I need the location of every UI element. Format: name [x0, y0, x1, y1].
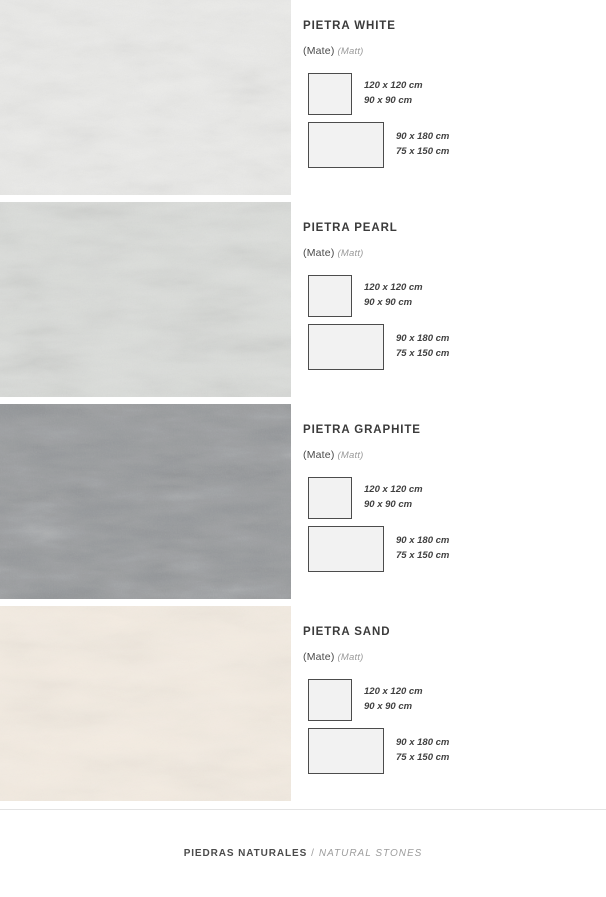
format-block-rect: [308, 728, 606, 774]
footer-title: [184, 848, 423, 859]
format-size: 90 x 180 cm: [396, 535, 450, 547]
product-name: PIETRA GRAPHITE: [303, 424, 421, 436]
product-row: [0, 202, 606, 404]
format-size: 90 x 180 cm: [396, 333, 450, 345]
format-size: 120 x 120 cm: [364, 484, 423, 496]
format-shape-square-icon: [308, 73, 352, 115]
format-size: 90 x 90 cm: [364, 499, 413, 510]
product-finish: [303, 45, 606, 57]
format-shape-rect-icon: [308, 728, 384, 774]
format-size: 75 x 150 cm: [396, 348, 450, 359]
format-sizes: [396, 332, 449, 361]
format-block-square: [308, 73, 606, 115]
footer-separator: /: [311, 848, 315, 859]
product-info: [291, 404, 606, 579]
finish-es: (Mate): [303, 247, 335, 259]
format-size: 90 x 180 cm: [396, 737, 450, 749]
format-block-rect: [308, 526, 606, 572]
finish-en: (Matt): [337, 46, 364, 57]
product-swatch-pietra-white: [0, 0, 291, 195]
product-row: [0, 0, 606, 202]
format-shape-square-icon: [308, 477, 352, 519]
format-list: [308, 477, 606, 572]
format-shape-square-icon: [308, 275, 352, 317]
format-block-square: [308, 275, 606, 317]
product-finish: [303, 449, 606, 461]
format-size: 120 x 120 cm: [364, 686, 423, 698]
format-sizes: [396, 130, 449, 159]
product-finish: [303, 651, 606, 663]
product-row: [0, 404, 606, 606]
format-size: 120 x 120 cm: [364, 282, 423, 294]
finish-es: (Mate): [303, 449, 335, 461]
format-sizes: [364, 685, 423, 714]
format-size: 90 x 90 cm: [364, 297, 413, 308]
finish-en: (Matt): [337, 450, 364, 461]
format-block-rect: [308, 324, 606, 370]
format-shape-rect-icon: [308, 122, 384, 168]
format-block-square: [308, 477, 606, 519]
format-size: 90 x 90 cm: [364, 95, 413, 106]
product-name: PIETRA PEARL: [303, 222, 398, 234]
stone-texture-icon: [0, 606, 291, 801]
product-info: [291, 606, 606, 781]
format-size: 75 x 150 cm: [396, 752, 450, 763]
format-list: [308, 679, 606, 774]
footer-title-es: PIEDRAS NATURALES: [183, 848, 308, 859]
stone-texture-icon: [0, 404, 291, 599]
product-swatch-pietra-graphite: [0, 404, 291, 599]
stone-texture-icon: [0, 202, 291, 397]
product-row: [0, 606, 606, 808]
format-size: 75 x 150 cm: [396, 550, 450, 561]
format-sizes: [364, 79, 423, 108]
format-sizes: [364, 281, 423, 310]
stone-texture-icon: [0, 0, 291, 195]
format-size: 90 x 90 cm: [364, 701, 413, 712]
page-footer: [0, 809, 606, 897]
product-info: [291, 0, 606, 175]
format-shape-rect-icon: [308, 324, 384, 370]
finish-en: (Matt): [337, 652, 364, 663]
product-swatch-pietra-sand: [0, 606, 291, 801]
format-size: 90 x 180 cm: [396, 131, 450, 143]
format-sizes: [364, 483, 423, 512]
format-size: 75 x 150 cm: [396, 146, 450, 157]
finish-en: (Matt): [337, 248, 364, 259]
product-name: PIETRA SAND: [303, 626, 391, 638]
format-shape-square-icon: [308, 679, 352, 721]
format-shape-rect-icon: [308, 526, 384, 572]
format-block-square: [308, 679, 606, 721]
product-finish: [303, 247, 606, 259]
format-block-rect: [308, 122, 606, 168]
footer-title-en: NATURAL STONES: [318, 848, 423, 859]
format-sizes: [396, 534, 449, 563]
format-list: [308, 73, 606, 168]
product-swatch-pietra-pearl: [0, 202, 291, 397]
format-sizes: [396, 736, 449, 765]
finish-es: (Mate): [303, 651, 335, 663]
format-size: 120 x 120 cm: [364, 80, 423, 92]
finish-es: (Mate): [303, 45, 335, 57]
format-list: [308, 275, 606, 370]
product-info: [291, 202, 606, 377]
product-name: PIETRA WHITE: [303, 20, 396, 32]
